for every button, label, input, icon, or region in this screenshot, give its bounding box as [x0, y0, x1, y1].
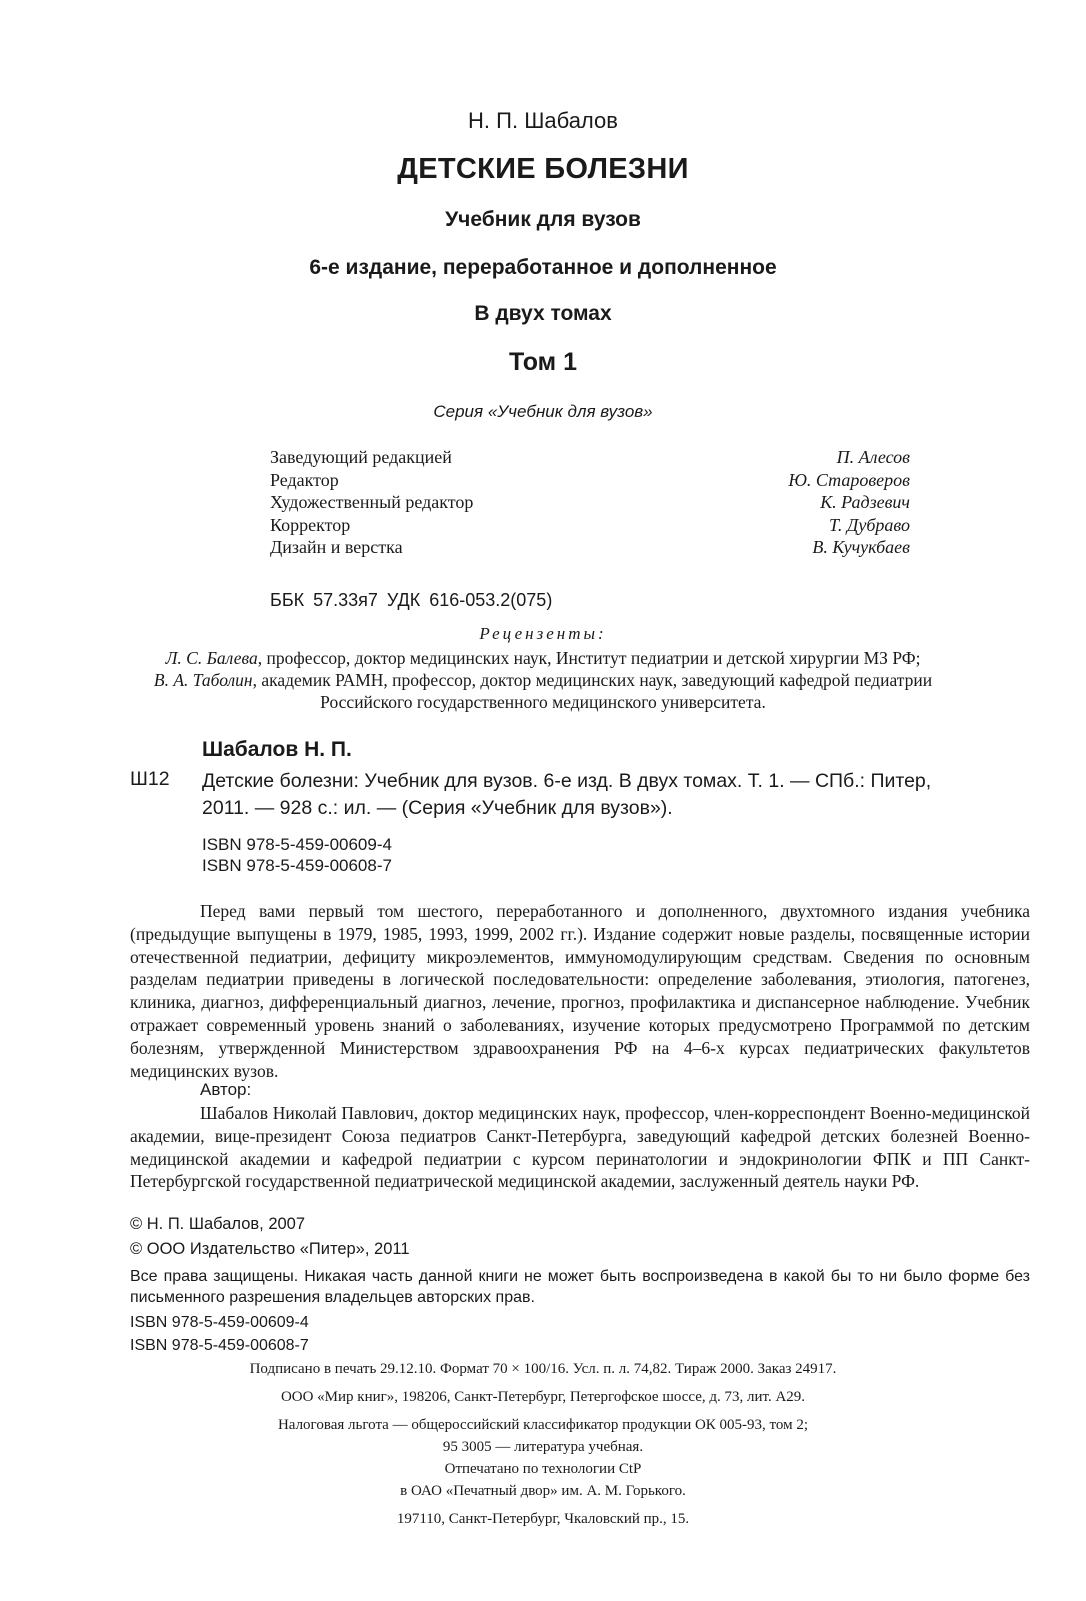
staff-row — [270, 491, 910, 514]
imprint-printed: 197110, Санкт-Петербург, Чкаловский пр., 15. — [396, 1511, 690, 1527]
staff-name: Т. Дубраво — [829, 514, 910, 535]
staff-name: К. Радзевич — [820, 492, 910, 512]
author-bio: Шабалов Николай Павлович, доктор медицинских наук, профессор, член-корреспондент Военно-медицинской академии, вице-президент Союза педиатров Санкт-Петербурга, заведующий кафедрой детских болезней Военно-медицинской академии и кафедрой педиатрии с курсом перинатологии и эндокринологии ФПК и ПП Санкт-Петербургской государственной педиатрической медицинской академии, заслуженный деятель науки РФ. — [130, 1103, 1030, 1192]
staff-row — [270, 446, 910, 469]
series-line: Серия «Учебник для вузов» — [433, 402, 653, 421]
imprint-tax: Налоговая льгота — общероссийский классификатор продукции ОК 005-93, том 2; — [277, 1417, 809, 1433]
reviewer-details: Российского государственного медицинского университета. — [320, 692, 766, 712]
staff-role: Заведующий редакцией — [270, 447, 452, 467]
volumes-line: В двух томах — [474, 302, 612, 325]
imprint-block — [0, 1358, 1086, 1530]
imprint-signed: Подписано в печать 29.12.10. Формат 70 × 100/16. Усл. п. л. 74,82. Тираж 2000. Заказ 24917. — [249, 1361, 837, 1377]
biblio-isbn-list — [202, 834, 392, 876]
isbn-line: ISBN 978-5-459-00608-7 — [202, 856, 392, 875]
imprint-publisher: ООО «Мир книг», 198206, Санкт-Петербург, Петергофское шоссе, д. 73, лит. А29. — [280, 1389, 806, 1405]
reviewer-line — [0, 647, 1086, 669]
author-label: Автор: — [200, 1080, 252, 1099]
copyright-publisher: © ООО Издательство «Питер», 2011 — [130, 1240, 410, 1258]
staff-row — [270, 514, 910, 537]
reviewer-name: Л. С. Балева — [165, 648, 258, 668]
classification-codes: ББК 57.33я7 УДК 616-053.2(075) — [270, 590, 553, 610]
reviewer-line — [0, 669, 1086, 691]
staff-row — [270, 469, 910, 492]
staff-role: Дизайн и верстка — [270, 537, 403, 557]
volume-number: Том 1 — [509, 348, 577, 376]
isbn-line: ISBN 978-5-459-00609-4 — [202, 835, 392, 854]
staff-role: Редактор — [270, 469, 339, 490]
imprint-printed: Отпечатано по технологии CtP — [444, 1461, 642, 1477]
editorial-staff — [270, 446, 910, 559]
copyright-author: © Н. П. Шабалов, 2007 — [130, 1215, 306, 1233]
staff-row — [270, 536, 910, 559]
biblio-line: 2011. — 928 с.: ил. — (Серия «Учебник для вузов»). — [202, 797, 673, 819]
staff-name: Ю. Староверов — [788, 469, 910, 490]
book-author: Н. П. Шабалов — [468, 108, 618, 133]
reviewers-list — [0, 647, 1086, 713]
reviewer-name: В. А. Таболин — [153, 670, 253, 690]
imprint-printed: в ОАО «Печатный двор» им. А. М. Горького. — [400, 1483, 686, 1499]
reviewers-heading: Рецензенты: — [479, 624, 607, 643]
isbn-line: ISBN 978-5-459-00608-7 — [130, 1337, 309, 1354]
biblio-author: Шабалов Н. П. — [202, 738, 352, 761]
copyright-isbn-list — [130, 1311, 309, 1357]
isbn-line: ISBN 978-5-459-00609-4 — [130, 1314, 309, 1331]
edition-line: 6-е издание, переработанное и дополненное — [309, 256, 777, 279]
biblio-code: Ш12 — [130, 768, 170, 790]
staff-name: В. Кучукбаев — [812, 537, 910, 557]
rights-notice: Все права защищены. Никакая часть данной книги не может быть воспроизведена в какой бы то ни было форме без письменного разрешения владельцев авторских прав. — [130, 1268, 1030, 1306]
annotation-paragraph: Перед вами первый том шестого, переработанного и дополненного, двухтомного издания учебника (предыдущие выпущены в 1979, 1985, 1993, 1999, 2002 гг.). Издание содержит новые разделы, посвященные истории отечественной педиатрии, дефициту микроэлементов, иммуномодулирующим средствам. Сведения по основным разделам педиатрии приведены в логической последовательности: определение заболевания, этиология, патогенез, клиника, диагноз, дифференциальный диагноз, лечение, прогноз, профилактика и диспансерное наблюдение. Учебник отражает современный уровень знаний о заболеваниях, изучение которых предусмотрено Программой по детским болезням, утвержденной Министерством здравоохранения РФ на 4–6-х курсах педиатрических факультетов медицинских вузов. — [130, 901, 1030, 1081]
book-subtitle: Учебник для вузов — [445, 208, 641, 231]
staff-role: Художественный редактор — [270, 492, 474, 512]
biblio-description — [202, 768, 1032, 822]
staff-name: П. Алесов — [836, 447, 910, 467]
biblio-line: Детские болезни: Учебник для вузов. 6-е изд. В двух томах. Т. 1. — СПб.: Питер, — [202, 770, 932, 792]
book-title: ДЕТСКИЕ БОЛЕЗНИ — [397, 153, 689, 185]
reviewer-details: , профессор, доктор медицинских наук, Институт педиатрии и детской хирургии МЗ РФ; — [257, 648, 921, 668]
reviewer-line — [0, 691, 1086, 713]
imprint-tax: 95 3005 — литература учебная. — [442, 1439, 644, 1455]
reviewer-details: , академик РАМН, профессор, доктор медицинских наук, заведующий кафедрой педиатрии — [252, 670, 933, 690]
staff-role: Корректор — [270, 514, 351, 535]
